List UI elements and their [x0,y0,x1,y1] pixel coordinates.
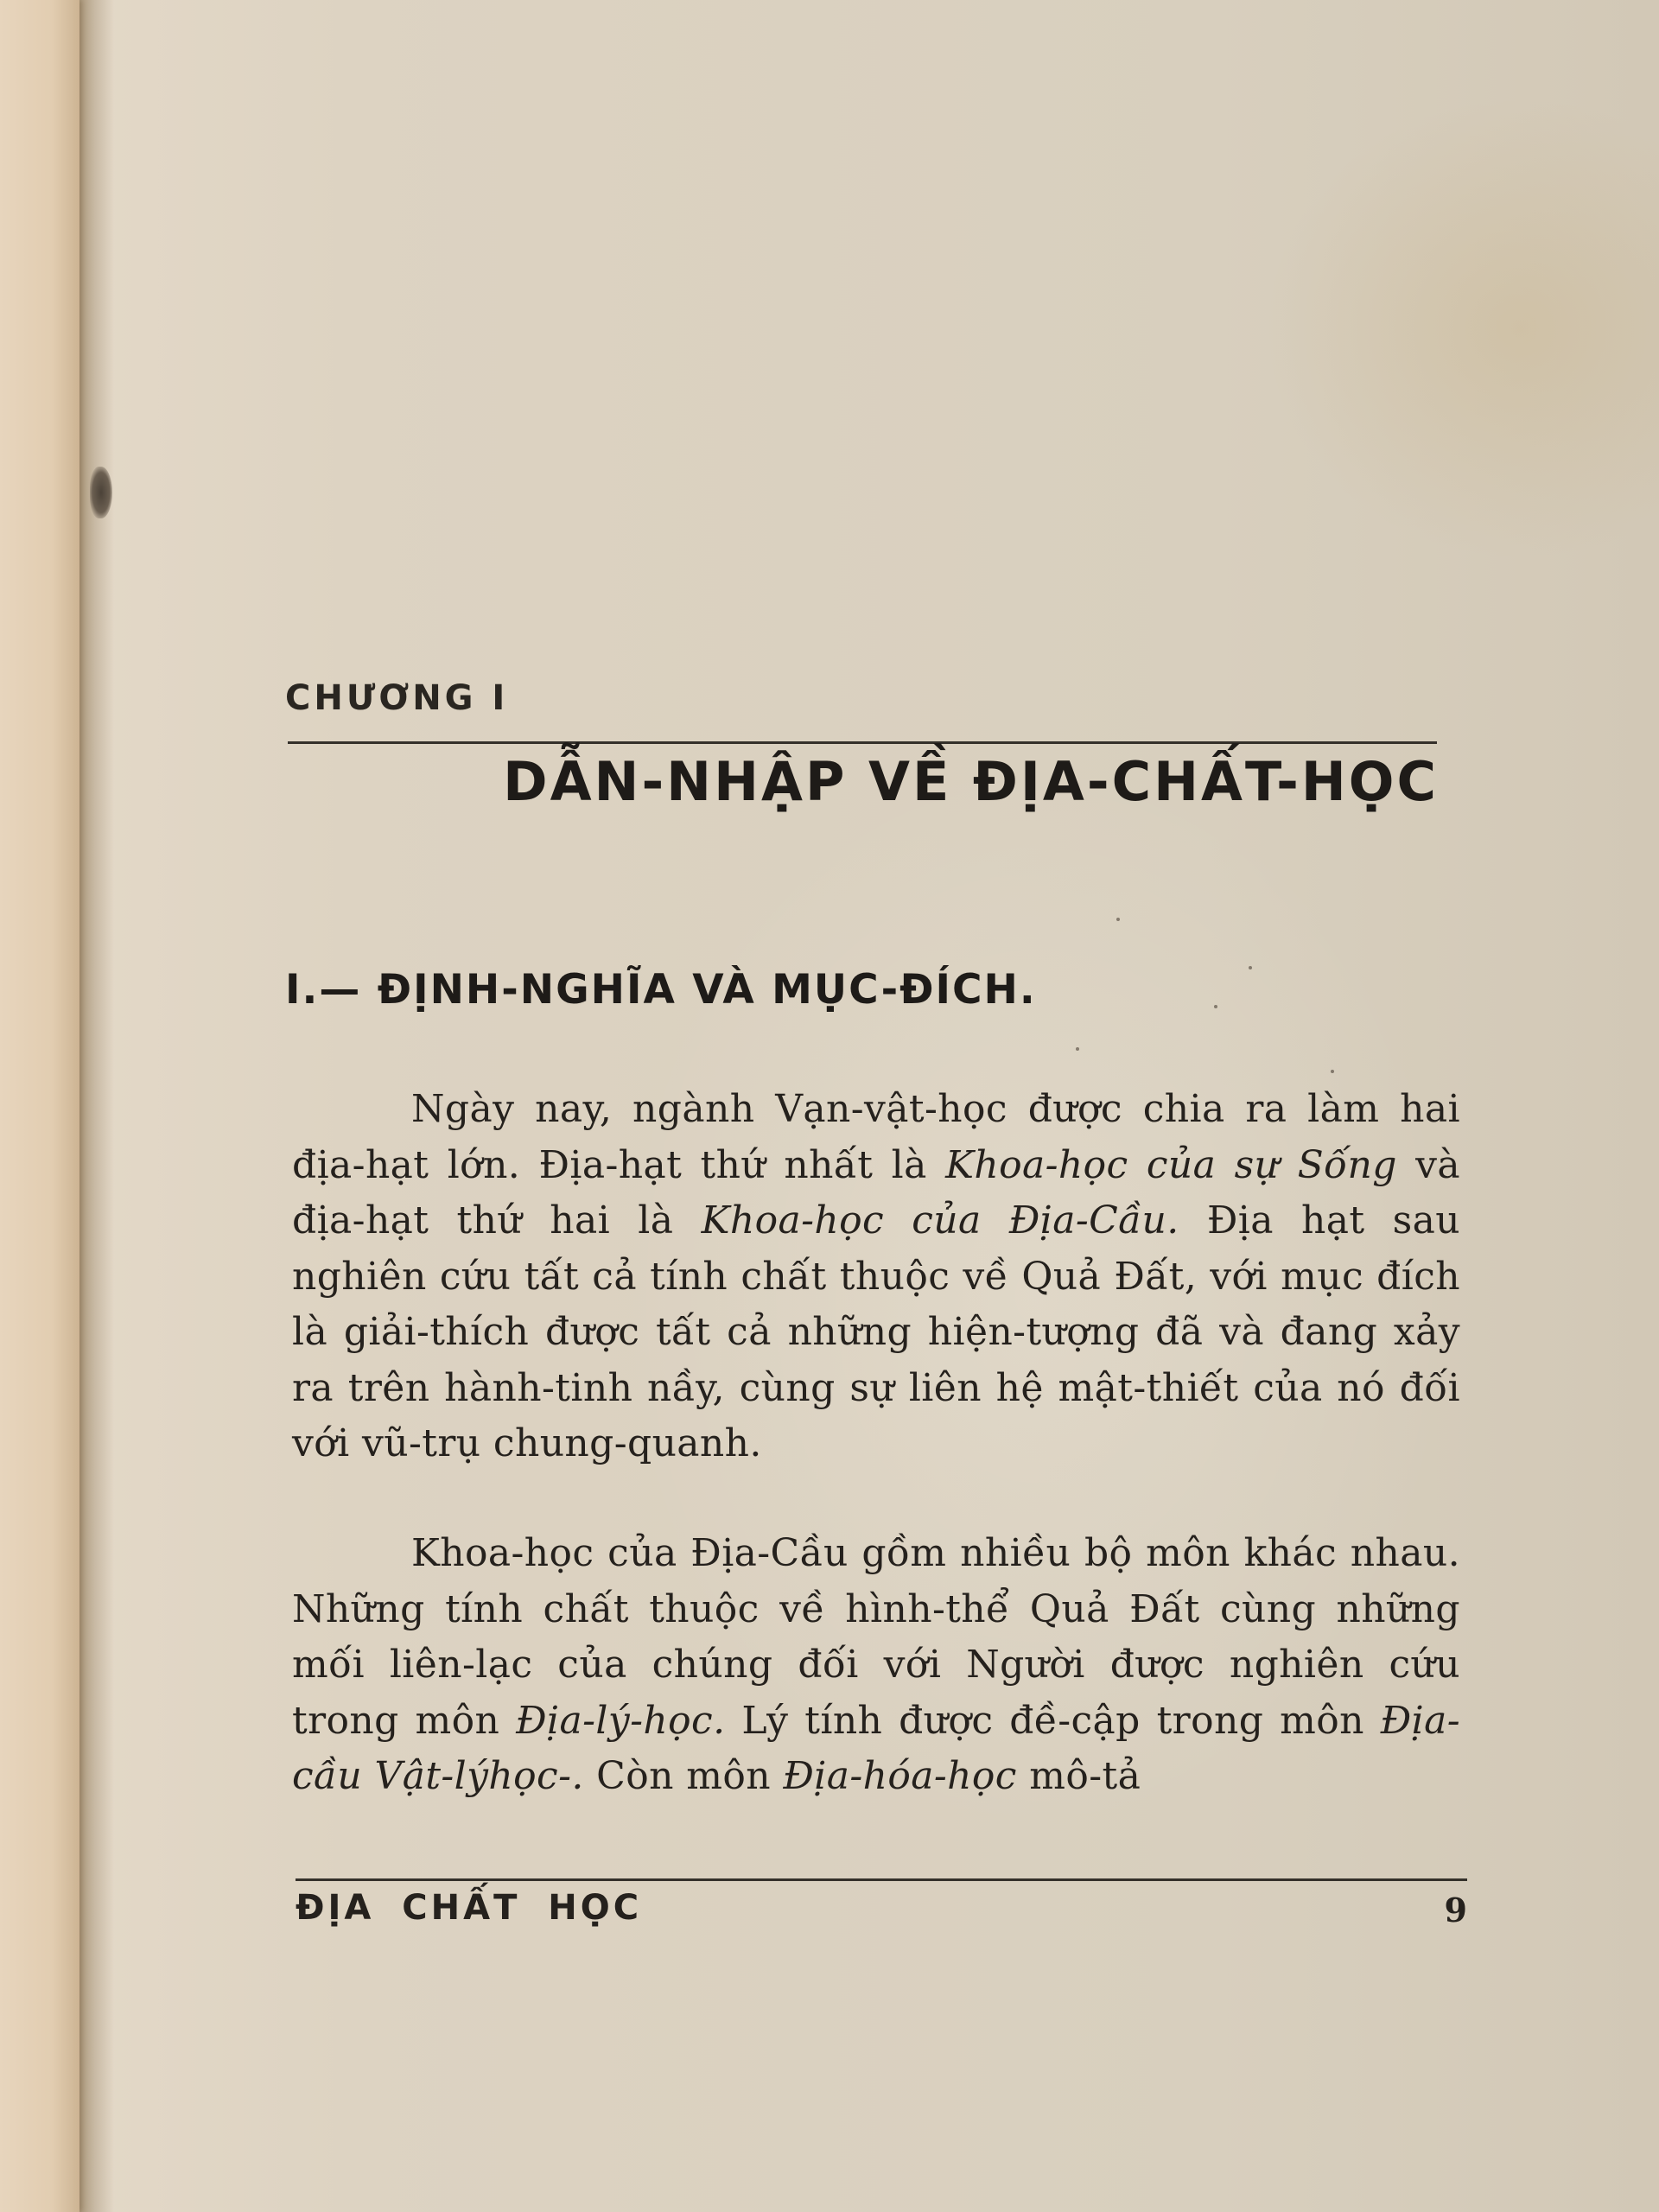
section-heading: I.— ĐỊNH-NGHĨA VÀ MỤC-ĐÍCH. [285,966,1037,1014]
paragraph-1-italic-2: Khoa-học của Địa-Cầu. [701,1198,1179,1243]
paragraph-2-italic-2: Địa-cầu Vật-lýhọc-. [292,1698,1461,1798]
chapter-title: DẪN-NHẬP VỀ ĐỊA-CHẤT-HỌC [503,750,1439,813]
paper-speck [1076,1047,1079,1051]
paper-speck [1249,966,1252,969]
page-number: 9 [1444,1891,1467,1929]
paragraph-1-text-1: Ngày nay, ngành Vạn-vật-học được chia ra làm hai địa-hạt lớn. Địa-hạt thứ nhất là [292,1087,1460,1187]
paragraph-2-text-3: Còn môn [583,1754,784,1798]
paper-speck [1116,918,1120,921]
running-footer-title: ĐỊA CHẤT HỌC [296,1888,643,1928]
footer-rule [296,1878,1467,1881]
paragraph-1 [292,1082,1460,1472]
previous-page-edge [0,0,79,2212]
paragraph-2-text-4: mô-tả [1016,1754,1141,1798]
paragraph-2-italic-1: Địa-lý-học. [516,1698,726,1743]
chapter-rule [288,741,1437,744]
paragraph-2-text-1: Khoa-học của Địa-Cầu gồm nhiều bộ môn khác nhau. Những tính chất thuộc về hình-thể Quả Đất cùng những mối liên-lạc của chúng đối với Người được nghiên cứu trong môn [292,1531,1460,1743]
binding-stitch-mark [90,467,112,518]
paragraph-2-italic-3: Địa-hóa-học [783,1754,1017,1798]
paragraph-1-text-3: Địa hạt sau nghiên cứu tất cả tính chất thuộc về Quả Đất, với mục đích là giải-thích được tất cả những hiện-tượng đã và đang xảy ra trên hành-tinh nầy, cùng sự liên hệ mật-thiết của nó đối với vũ-trụ chung-quanh. [292,1198,1461,1465]
paper-speck [1214,1005,1217,1008]
paragraph-1-text-2: và địa-hạt thứ hai là [292,1142,1460,1243]
paper-speck [1331,1070,1334,1073]
paragraph-2-text-2: Lý tính được đề-cập trong môn [725,1698,1381,1743]
chapter-label: CHƯƠNG I [285,678,509,718]
paragraph-1-italic-1: Khoa-học của sự Sống [945,1142,1397,1187]
spine-shadow [79,0,114,2212]
paragraph-2 [292,1526,1460,1805]
